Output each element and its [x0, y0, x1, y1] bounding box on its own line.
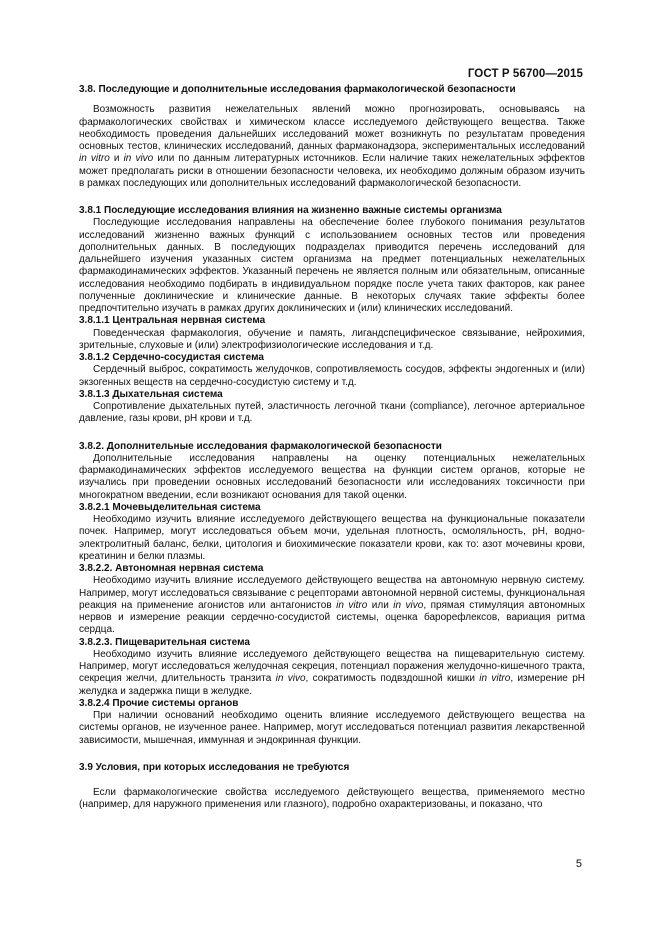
subsection-heading-3-8-1-3: 3.8.1.3 Дыхательная система — [79, 388, 223, 400]
subsection-heading-3-8-1-2: 3.8.1.2 Сердечно-сосудистая система — [79, 352, 264, 363]
standard-designation: ГОСТ Р 56700—2015 — [467, 68, 583, 80]
paragraph: Сопротивление дыхательных путей, эластичность легочной ткани (compliance), легочное артериальное давление, газы крови, pH крови и т.д. — [79, 401, 585, 425]
paragraph: Возможность развития нежелательных явлений можно прогнозировать, основываясь на фармакологических свойствах и химическом классе исследуемого действующего вещества. Также необходимость проведения дальнейших исследований может возникнуть по результатам проведения основных тестов, клинических исследований, данных фармаконадзора, экспериментальных исследований in vitro и in vivo или по данным литературных источников. Если наличие таких нежелательных эффектов может предполагать риски в отношении безопасности человека, их необходимо должным образом изучить в рамках последующих или дополнительных исследований фармакологической безопасности. — [79, 104, 585, 189]
paragraph: Поведенческая фармакология, обучение и память, лигандспецифическое связывание, нейрохимия, зрительные, слуховые и (или) электрофизиологические исследования и т.д. — [79, 327, 585, 351]
paragraph: Необходимо изучить влияние исследуемого действующего вещества на функциональные показатели почек. Например, могут исследоваться объем мочи, удельная плотность, осмоляльность, pH, водно-электролитный баланс, белки, цитология и биохимические показатели крови, как то: азот мочевины крови, креатинин и белки плазмы. — [79, 514, 585, 562]
section-heading-3-8-2: 3.8.2. Дополнительные исследования фармакологической безопасности — [79, 440, 442, 452]
subsection-heading-3-8-2-2: 3.8.2.2. Автономная нервная система — [79, 563, 264, 574]
page-number: 5 — [575, 858, 582, 870]
paragraph: Последующие исследования направлены на обеспечение более глубокого понимания результатов исследований жизненно важных функций с использованием основных тестов или проведения дополнительных данных. В последующих подразделах приводится перечень исследований для дальнейшего изучения указанных систем организма на предмет потенциальных нежелательных фармакодинамических эффектов. Указанный перечень не является полным или обязательным, описанные исследования необходимо подбирать в индивидуальном порядке после учета таких факторов, как ранее полученные доклинические и клинические данные. В некоторых случаях такие эффекты более предпочтительно изучать в рамках других доклинических и (или) клинических исследований. — [79, 217, 585, 314]
subsection-heading-3-8-2-1: 3.8.2.1 Мочевыделительная система — [79, 501, 261, 513]
paragraph: Необходимо изучить влияние исследуемого действующего вещества на автономную нервную систему. Например, могут исследоваться связывание с рецепторами автономной нервной системы, функциональная реакция на применение агонистов или антагонистов in vitro или in vivo, прямая стимуляция автономных нервов и измерение реакции сердечно-сосудистой системы, оценка барорефлексов, вариация ритма сердца. — [79, 575, 585, 636]
section-heading-3-8-1: 3.8.1 Последующие исследования влияния на жизненно важные системы организма — [79, 205, 502, 216]
document-body — [79, 84, 585, 812]
paragraph: Если фармакологические свойства исследуемого действующего вещества, применяемого местно (например, для наружного применения или глазного), подробно охарактеризованы, и показано, что — [79, 787, 585, 811]
subsection-heading-3-8-2-4: 3.8.2.4 Прочие системы органов — [79, 697, 239, 709]
paragraph: При наличии оснований необходимо оценить влияние исследуемого действующего вещества на системы органов, не изученное ранее. Например, могут исследоваться потенциал развития лекарственной зависимости, мышечная, иммунная и эндокринная функции. — [79, 710, 585, 746]
paragraph: Необходимо изучить влияние исследуемого действующего вещества на пищеварительную систему. Например, могут исследоваться желудочная секреция, потенциал поражения желудочно-кишечного тракта, секреция желчи, длительность транзита in vivo, сократимость подвздошной кишки in vitro, измерение pH желудка и задержка пищи в желудке. — [79, 648, 585, 697]
paragraph: Дополнительные исследования направлены на оценку потенциальных нежелательных фармакодинамических эффектов исследуемого вещества на функции систем органов, которые не изучались при проведении основных исследований безопасности или исследованиях токсичности при многократном введении, если возникают основания для такой оценки. — [79, 452, 585, 501]
subsection-heading-3-8-1-1: 3.8.1.1 Центральная нервная система — [79, 315, 266, 327]
paragraph: Сердечный выброс, сократимость желудочков, сопротивляемость сосудов, эффекты эндогенных и (или) экзогенных веществ на сердечно-сосудистую систему и т.д. — [79, 364, 585, 388]
subsection-heading-3-8-2-3: 3.8.2.3. Пищеварительная система — [79, 636, 250, 648]
section-heading-3-9: 3.9 Условия, при которых исследования не требуются — [79, 761, 350, 773]
section-heading-3-8: 3.8. Последующие и дополнительные исследования фармакологической безопасности — [79, 84, 516, 95]
